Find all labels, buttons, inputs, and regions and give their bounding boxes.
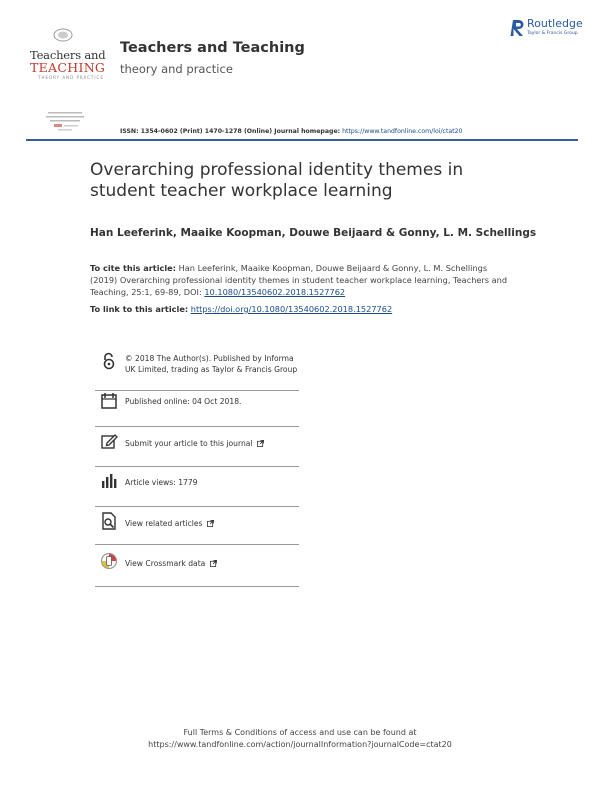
external-link-icon [207, 520, 214, 527]
routledge-logo-icon [510, 18, 526, 38]
info-row-submit[interactable] [95, 430, 299, 470]
cover-logo-line2: TEACHING [30, 60, 106, 75]
row-divider [95, 586, 299, 587]
issn-line [120, 128, 462, 135]
citation-block [90, 262, 510, 298]
footer-terms-text: Full Terms & Conditions of access and use can be found at [183, 728, 417, 737]
cite-text: Han Leeferink, Maaike Koopman, Douwe Beijaard & Gonny, L. M. Schellings (2019) Overarching professional identity themes in student teacher workplace learning, Teachers and Teaching, 25:1, 69-89, DOI: [90, 263, 508, 297]
info-row-related[interactable] [95, 508, 299, 548]
calendar-icon [100, 392, 118, 410]
cover-logo-line1: Teachers and [30, 48, 106, 62]
cite-doi-link[interactable]: 10.1080/13540602.2018.1527762 [204, 287, 346, 297]
journal-homepage-link[interactable]: https://www.tandfonline.com/loi/ctat20 [342, 128, 463, 135]
cite-label: To cite this article: [90, 263, 176, 273]
journal-subtitle: theory and practice [120, 62, 233, 76]
row-divider [95, 466, 299, 467]
submit-article-label: Submit your article to this journal [125, 439, 253, 448]
external-link-icon [257, 440, 264, 447]
info-row-views [95, 470, 299, 508]
header-divider [26, 139, 578, 141]
info-row-crossmark[interactable] [95, 548, 299, 590]
crossmark-icon [100, 552, 118, 570]
publisher-name: Routledge [527, 17, 583, 30]
row-divider [95, 426, 299, 427]
cover-seal-icon [48, 28, 78, 42]
journal-title: Teachers and Teaching [120, 40, 305, 56]
link-block [90, 304, 392, 314]
article-authors: Han Leeferink, Maaike Koopman, Douwe Beijaard & Gonny, L. M. Schellings [90, 227, 537, 239]
info-row-license [95, 350, 299, 392]
row-divider [95, 544, 299, 545]
footer-terms-link[interactable]: https://www.tandfonline.com/action/journalInformation?journalCode=ctat20 [148, 740, 452, 749]
open-access-icon [100, 352, 118, 370]
license-text: © 2018 The Author(s). Published by Informa UK Limited, trading as Taylor & Francis Group [125, 354, 298, 374]
issn-text: ISSN: 1354-0602 (Print) 1470-1278 (Online) Journal homepage: [120, 128, 341, 135]
publisher-small-logo [44, 110, 86, 132]
row-divider [95, 390, 299, 391]
article-title: Overarching professional identity themes in student teacher workplace learning [90, 160, 464, 201]
submit-article-link[interactable] [125, 438, 303, 449]
external-link-icon [210, 560, 217, 567]
published-date-text: Published online: 04 Oct 2018. [125, 397, 242, 406]
related-articles-icon [100, 512, 118, 530]
crossmark-link[interactable] [125, 558, 303, 569]
article-views-text: Article views: 1779 [125, 478, 198, 487]
publisher-tagline: Taylor & Francis Group [527, 31, 578, 36]
link-label: To link to this article: [90, 304, 189, 314]
article-doi-link[interactable]: https://doi.org/10.1080/13540602.2018.1527762 [190, 304, 393, 314]
related-articles-link[interactable] [125, 518, 303, 529]
info-row-published [95, 392, 299, 430]
cover-logo-subtitle: THEORY AND PRACTICE [38, 75, 104, 80]
edit-icon [100, 432, 118, 450]
row-divider [95, 506, 299, 507]
related-articles-label: View related articles [125, 519, 203, 528]
crossmark-label: View Crossmark data [125, 559, 206, 568]
bar-chart-icon [100, 472, 118, 490]
